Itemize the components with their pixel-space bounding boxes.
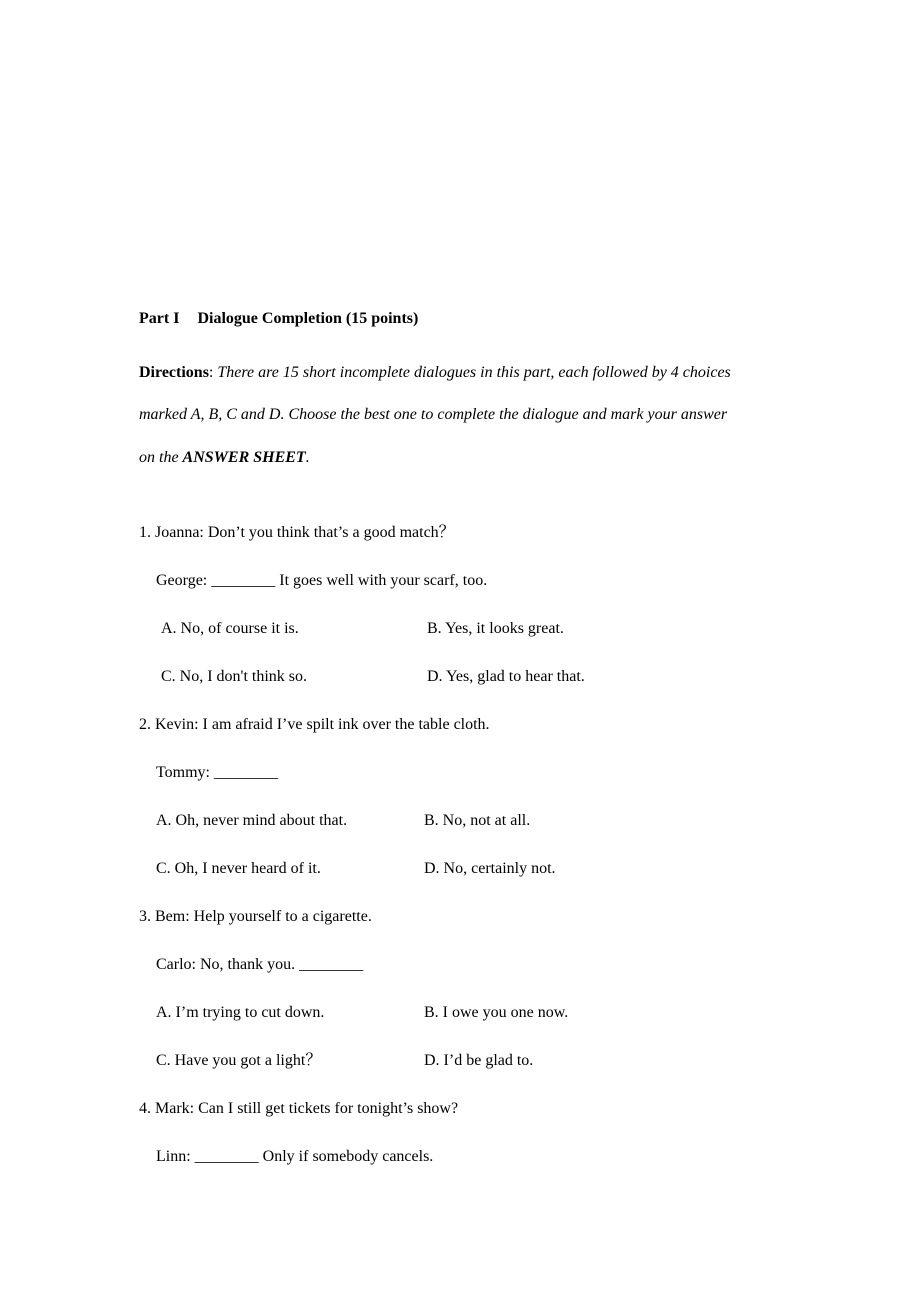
part-label: Part I — [139, 310, 180, 327]
question-2-prompt: 2. Kevin: I am afraid I’ve spilt ink over the table cloth. — [139, 716, 490, 733]
directions-label: Directions — [139, 364, 209, 381]
question-3-option-a: A. I’m trying to cut down. — [156, 1004, 325, 1021]
directions-line-3 — [139, 448, 310, 468]
question-1-option-d: D. Yes, glad to hear that. — [427, 668, 585, 685]
directions-text-3-suffix: . — [305, 449, 310, 466]
question-3-option-b: B. I owe you one now. — [424, 1004, 569, 1021]
directions-line-2: marked A, B, C and D. Choose the best one to complete the dialogue and mark your answer — [139, 406, 728, 423]
part-heading — [139, 309, 418, 329]
directions-text-3-prefix: on the — [139, 449, 183, 466]
question-3-prompt: 3. Bem: Help yourself to a cigarette. — [139, 908, 372, 925]
question-3-option-c: C. Have you got a light？ — [156, 1052, 322, 1069]
directions-colon: : — [208, 364, 214, 381]
question-1-option-c: C. No, I don't think so. — [161, 668, 307, 685]
question-1-prompt: 1. Joanna: Don’t you think that’s a good match？ — [139, 524, 455, 541]
question-4-prompt: 4. Mark: Can I still get tickets for tonight’s show? — [139, 1100, 459, 1117]
question-1-option-b: B. Yes, it looks great. — [427, 620, 564, 637]
question-3-option-d: D. I’d be glad to. — [424, 1052, 534, 1069]
answer-sheet-emphasis: ANSWER SHEET — [182, 449, 306, 466]
directions-text-1: There are 15 short incomplete dialogues in this part, each followed by 4 choices — [217, 364, 731, 381]
part-title: Dialogue Completion (15 points) — [197, 310, 419, 327]
question-2-option-b: B. No, not at all. — [424, 812, 531, 829]
question-2-option-a: A. Oh, never mind about that. — [156, 812, 348, 829]
question-1-option-a: A. No, of course it is. — [161, 620, 299, 637]
question-2-option-c: C. Oh, I never heard of it. — [156, 860, 321, 877]
question-1-response: George: ________ It goes well with your scarf, too. — [156, 572, 488, 589]
question-4-response: Linn: ________ Only if somebody cancels. — [156, 1148, 434, 1165]
directions-line-1 — [139, 363, 731, 383]
question-3-response: Carlo: No, thank you. ________ — [156, 956, 364, 973]
question-2-response: Tommy: ________ — [156, 764, 278, 781]
question-2-option-d: D. No, certainly not. — [424, 860, 556, 877]
